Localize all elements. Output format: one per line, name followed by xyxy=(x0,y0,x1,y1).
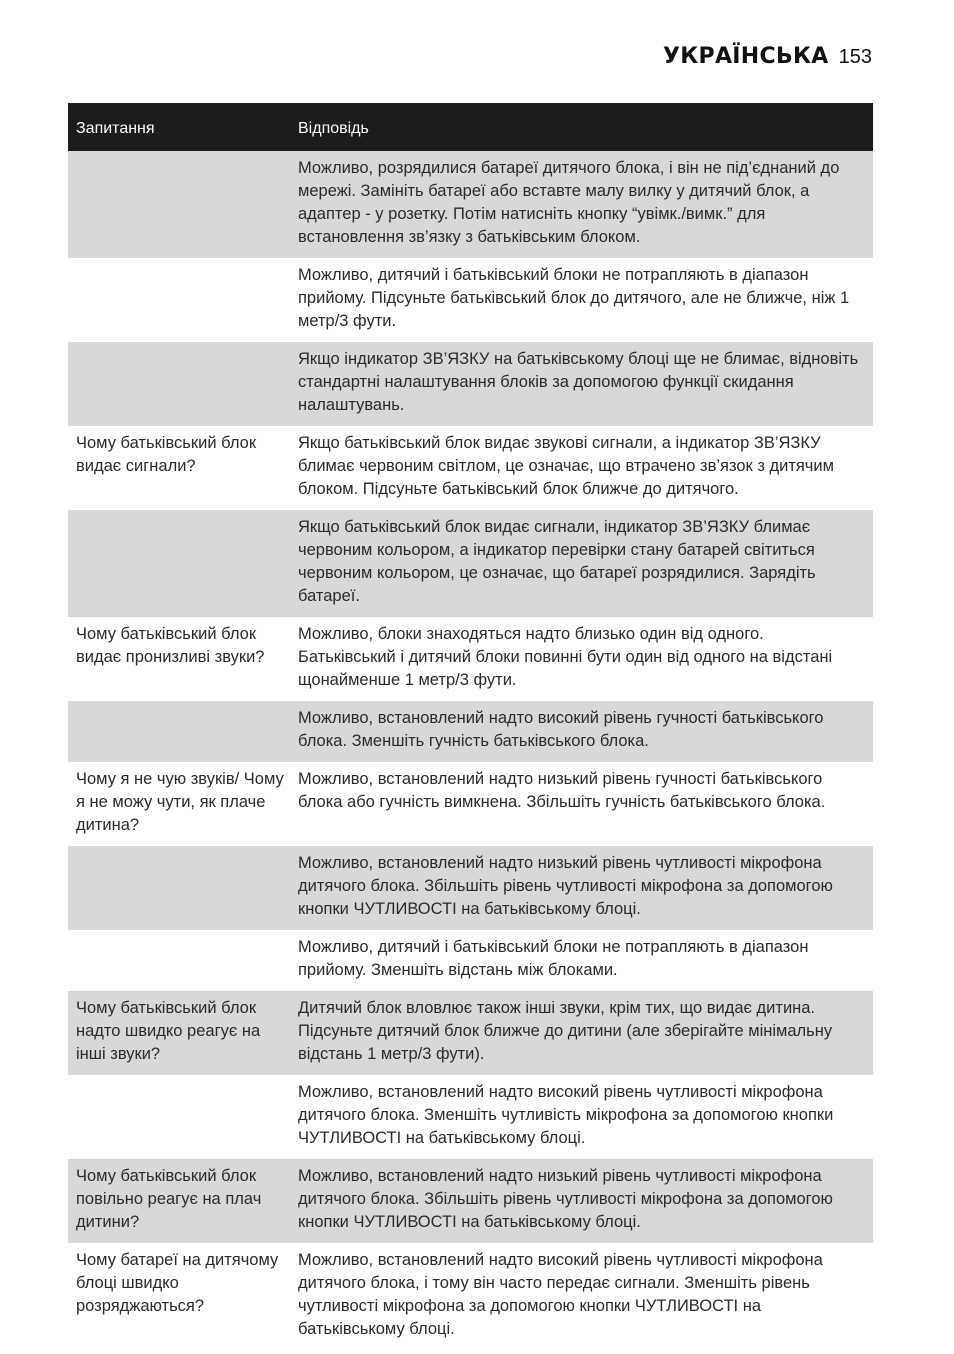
question-cell: Чому батьківський блок повільно реагує на плач дитини? xyxy=(68,1159,290,1243)
language-title: УКРАЇНСЬКА xyxy=(663,44,829,69)
page-number: 153 xyxy=(838,46,872,68)
column-header-question: Запитання xyxy=(68,103,290,151)
faq-table-body xyxy=(68,151,873,1350)
table-row xyxy=(68,1075,873,1159)
question-cell xyxy=(68,510,290,617)
page-header xyxy=(663,44,872,69)
question-cell: Чому батьківський блок видає сигнали? xyxy=(76,434,257,475)
table-row xyxy=(68,991,873,1075)
question-cell xyxy=(68,151,290,258)
answer-cell: Якщо індикатор ЗВ’ЯЗКУ на батьківському блоці ще не блимає, відновіть стандартні налаштування блоків за допомогою функції скидання налаштувань. xyxy=(290,342,873,426)
faq-table xyxy=(68,103,873,1350)
answer-cell: Можливо, встановлений надто високий рівень гучності батьківського блока. Зменшіть гучність батьківського блока. xyxy=(290,701,873,762)
table-row xyxy=(68,617,873,701)
answer-cell: Можливо, розрядилися батареї дитячого блока, і він не під’єднаний до мережі. Замініть батареї або вставте малу вилку у дитячий блок, а адаптер - у розетку. Потім натисніть кнопку “увімк./вимк.” для встановлення зв’язку з батьківським блоком. xyxy=(290,151,873,258)
answer-cell: Якщо батьківський блок видає сигнали, індикатор ЗВ’ЯЗКУ блимає червоним кольором, а індикатор перевірки стану батарей світиться червоним кольором, це означає, що батареї розрядилися. Зарядіть батареї. xyxy=(290,510,873,617)
question-cell xyxy=(68,701,290,762)
question-cell xyxy=(68,846,290,930)
question-cell xyxy=(68,930,290,991)
answer-cell: Дитячий блок вловлює також інші звуки, крім тих, що видає дитина. Підсуньте дитячий блок ближче до дитини (але зберігайте мінімальну відстань 1 метр/3 фути). xyxy=(290,991,873,1075)
answer-cell: Можливо, встановлений надто високий рівень чутливості мікрофона дитячого блока. Зменшіть чутливість мікрофона за допомогою кнопки ЧУТЛИВОСТІ на батьківському блоці. xyxy=(298,1083,834,1147)
table-row xyxy=(68,426,873,510)
table-row xyxy=(68,258,873,342)
question-cell xyxy=(68,258,290,342)
table-row xyxy=(68,151,873,258)
answer-cell: Можливо, дитячий і батьківський блоки не потрапляють в діапазон прийому. Підсуньте батьківський блок до дитячого, але не ближче, ніж 1 метр/3 фути. xyxy=(298,266,850,330)
answer-cell: Можливо, дитячий і батьківський блоки не потрапляють в діапазон прийому. Зменшіть відстань між блоками. xyxy=(298,938,809,979)
question-cell xyxy=(68,342,290,426)
table-row xyxy=(68,342,873,426)
question-cell: Чому я не чую звуків/ Чому я не можу чути, як плаче дитина? xyxy=(76,770,284,834)
table-header-row xyxy=(68,103,873,151)
column-header-answer: Відповідь xyxy=(290,103,873,151)
table-row xyxy=(68,846,873,930)
answer-cell: Можливо, встановлений надто низький рівень чутливості мікрофона дитячого блока. Збільшіть рівень чутливості мікрофона за допомогою кнопки ЧУТЛИВОСТІ на батьківському блоці. xyxy=(290,846,873,930)
question-cell: Чому батьківський блок надто швидко реагує на інші звуки? xyxy=(68,991,290,1075)
table-row xyxy=(68,701,873,762)
answer-cell: Якщо батьківський блок видає звукові сигнали, а індикатор ЗВ’ЯЗКУ блимає червоним світлом, це означає, що втрачено зв’язок з дитячим блоком. Підсуньте батьківський блок ближче до дитячого. xyxy=(298,434,834,498)
table-row xyxy=(68,1243,873,1350)
table-row xyxy=(68,510,873,617)
question-cell xyxy=(68,1075,290,1159)
question-cell: Чому батареї на дитячому блоці швидко розряджаються? xyxy=(76,1251,279,1315)
question-cell: Чому батьківський блок видає пронизливі звуки? xyxy=(76,625,265,666)
answer-cell: Можливо, встановлений надто низький рівень чутливості мікрофона дитячого блока. Збільшіть рівень чутливості мікрофона за допомогою кнопки ЧУТЛИВОСТІ на батьківському блоці. xyxy=(290,1159,873,1243)
answer-cell: Можливо, встановлений надто низький рівень гучності батьківського блока або гучність вимкнена. Збільшіть гучність батьківського блока. xyxy=(298,770,826,811)
table-row xyxy=(68,762,873,846)
answer-cell: Можливо, встановлений надто високий рівень чутливості мікрофона дитячого блока, і тому він часто передає сигнали. Зменшіть рівень чутливості мікрофона за допомогою кнопки ЧУТЛИВОСТІ на батьківському блоці. xyxy=(298,1251,823,1338)
table-row xyxy=(68,930,873,991)
table-row xyxy=(68,1159,873,1243)
answer-cell: Можливо, блоки знаходяться надто близько один від одного. Батьківський і дитячий блоки повинні бути один від одного на відстані щонайменше 1 метр/3 фути. xyxy=(298,625,833,689)
